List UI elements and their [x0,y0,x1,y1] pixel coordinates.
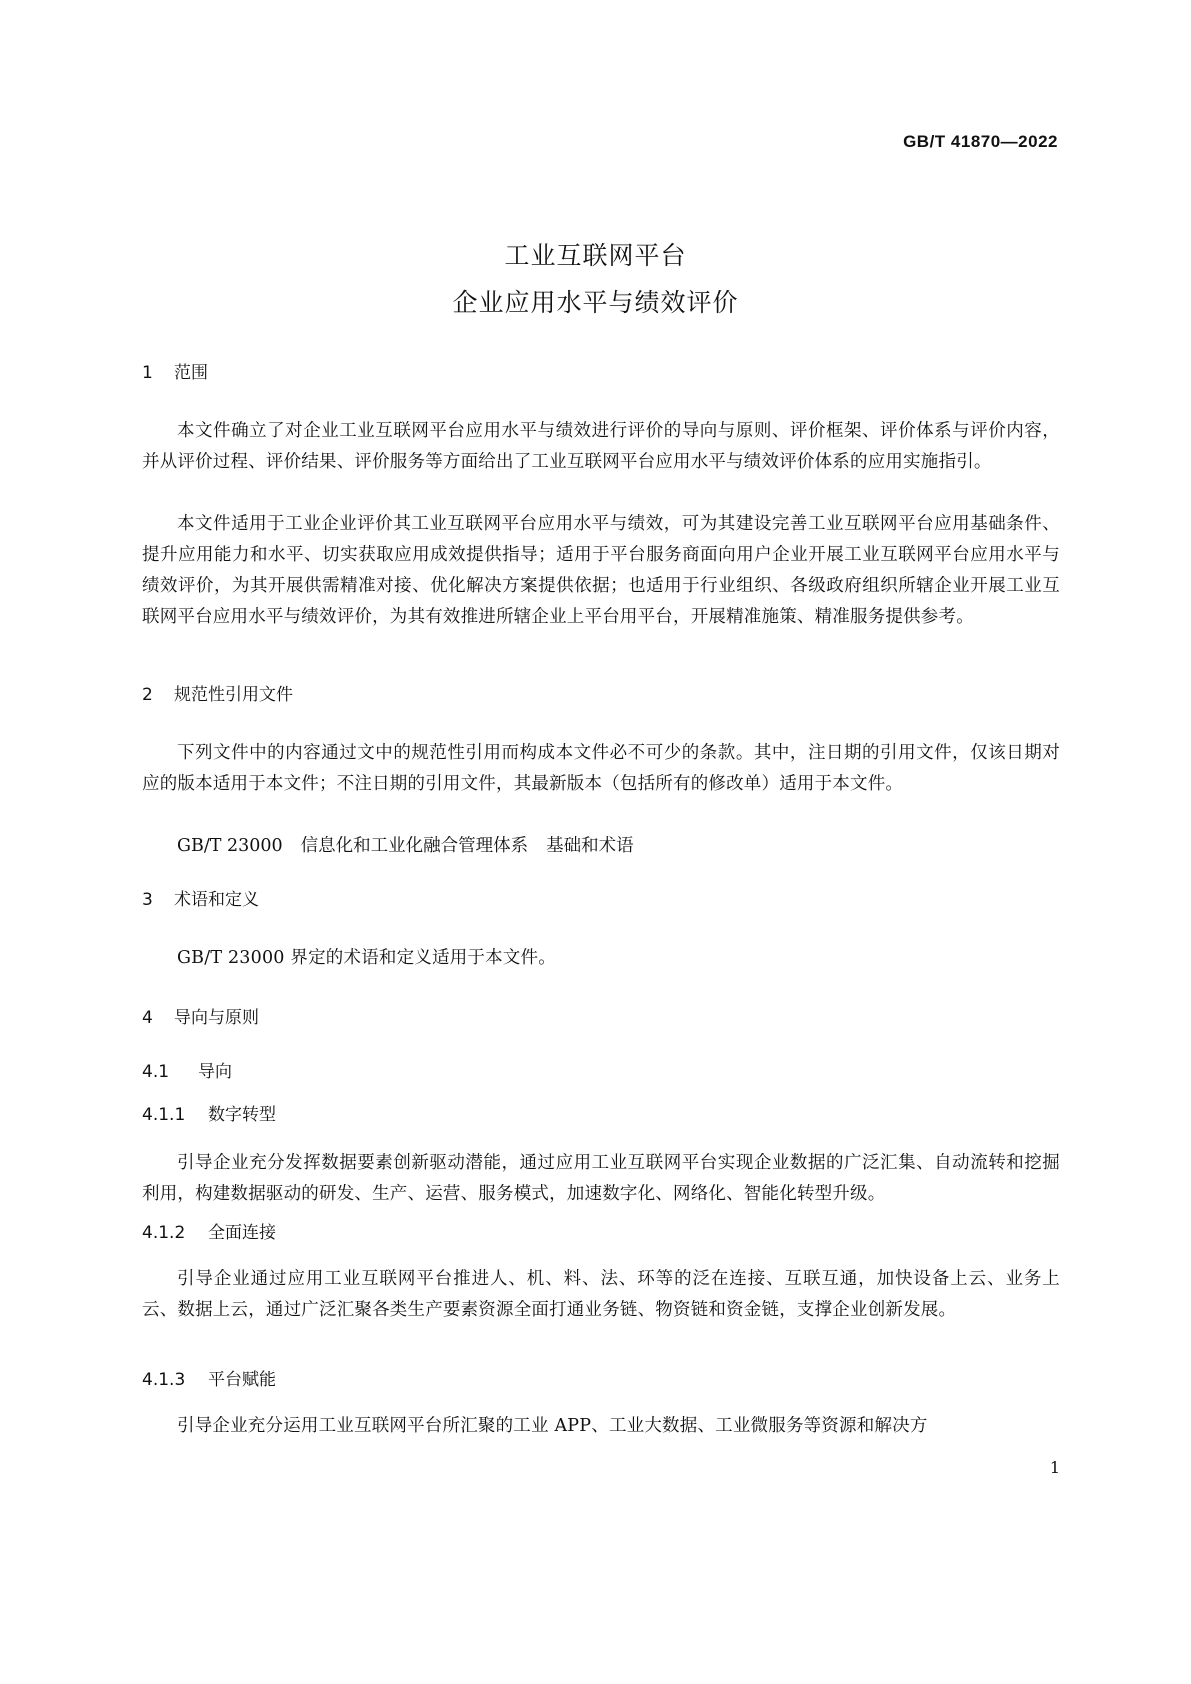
section-title: 范围 [174,363,208,383]
standard-number: GB/T 41870—2022 [903,132,1058,151]
section-title: 规范性引用文件 [174,685,293,705]
section-number: 4.1 [142,1062,170,1082]
section-2-paragraph-1: 下列文件中的内容通过文中的规范性引用而构成本文件必不可少的条款。其中，注日期的引用文件，仅该日期对应的版本适用于本文件；不注日期的引用文件，其最新版本（包括所有的修改单）适用于本文件。 [142,743,1060,794]
section-title: 数字转型 [208,1105,276,1125]
section-title: 全面连接 [208,1223,276,1243]
section-4-heading [142,1007,259,1029]
section-3-paragraph-1: GB/T 23000 界定的术语和定义适用于本文件。 [177,948,556,968]
section-4-1-3-heading [142,1369,276,1391]
section-title: 平台赋能 [208,1370,276,1390]
section-number: 4.1.1 [142,1105,186,1125]
section-title: 术语和定义 [174,890,259,910]
section-number: 4 [142,1008,153,1028]
section-number: 3 [142,890,153,910]
reference-code: GB/T 23000 [177,836,283,856]
document-title [0,232,1191,326]
page-number: 1 [1049,1458,1060,1477]
section-4-1-1-paragraph: 引导企业充分发挥数据要素创新驱动潜能，通过应用工业互联网平台实现企业数据的广泛汇集、自动流转和挖掘利用，构建数据驱动的研发、生产、运营、服务模式，加速数字化、网络化、智能化转型升级。 [142,1153,1060,1204]
section-number: 4.1.2 [142,1223,186,1243]
title-line-2: 企业应用水平与绩效评价 [452,288,739,317]
section-4-1-heading [142,1061,232,1083]
section-2-heading [142,684,293,706]
section-title: 导向 [198,1062,232,1082]
section-number: 4.1.3 [142,1370,186,1390]
reference-title-part-1: 信息化和工业化融合管理体系 [300,836,529,856]
section-1-paragraph-1: 本文件确立了对企业工业互联网平台应用水平与绩效进行评价的导向与原则、评价框架、评价体系与评价内容，并从评价过程、评价结果、评价服务等方面给出了工业互联网平台应用水平与绩效评价体系的应用实施指引。 [142,421,1060,472]
section-4-1-2-heading [142,1222,276,1244]
section-1-heading [142,362,208,384]
normative-reference-item [177,831,634,862]
section-4-1-1-heading [142,1104,276,1126]
reference-title-part-2: 基础和术语 [546,836,634,856]
section-title: 导向与原则 [174,1008,259,1028]
section-1-paragraph-2: 本文件适用于工业企业评价其工业互联网平台应用水平与绩效，可为其建设完善工业互联网平台应用基础条件、提升应用能力和水平、切实获取应用成效提供指导；适用于平台服务商面向用户企业开展工业互联网平台应用水平与绩效评价，为其开展供需精准对接、优化解决方案提供依据；也适用于行业组织、各级政府组织所辖企业开展工业互联网平台应用水平与绩效评价，为其有效推进所辖企业上平台用平台，开展精准施策、精准服务提供参考。 [142,514,1060,627]
section-4-1-2-paragraph: 引导企业通过应用工业互联网平台推进人、机、料、法、环等的泛在连接、互联互通，加快设备上云、业务上云、数据上云，通过广泛汇聚各类生产要素资源全面打通业务链、物资链和资金链，支撑企业创新发展。 [142,1269,1060,1320]
title-line-1: 工业互联网平台 [504,241,687,270]
section-4-1-3-paragraph: 引导企业充分运用工业互联网平台所汇聚的工业 APP、工业大数据、工业微服务等资源和解决方 [177,1416,928,1436]
section-number: 2 [142,685,153,705]
section-3-heading [142,889,259,911]
section-number: 1 [142,363,153,383]
